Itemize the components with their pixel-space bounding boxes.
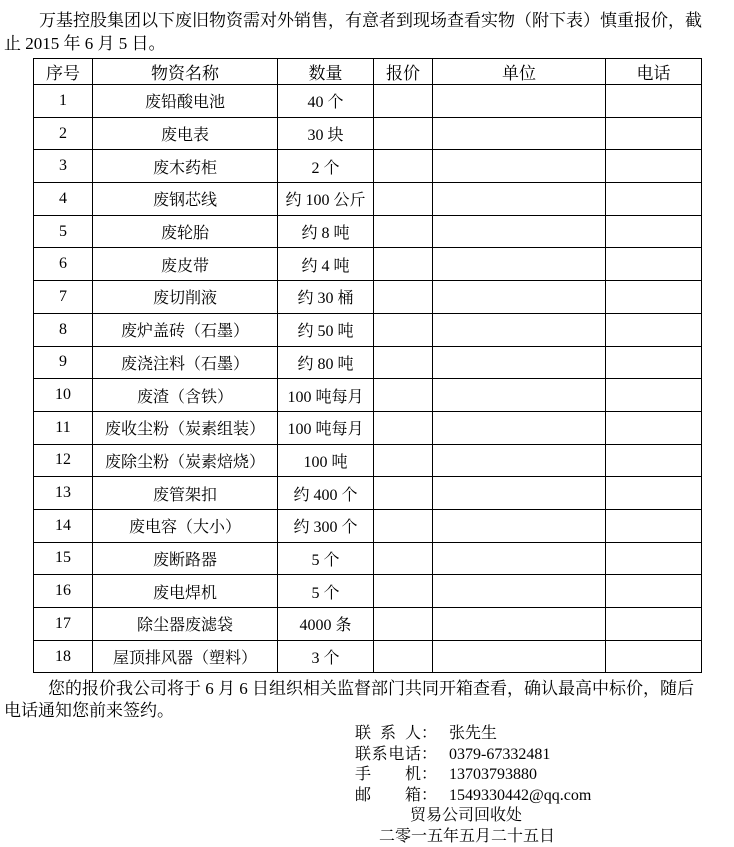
table-row-3: [34, 150, 702, 183]
contact-row-contact-person: [355, 724, 734, 745]
cell-price: [374, 150, 433, 183]
cell-qty: 30 块: [278, 117, 374, 150]
cell-no: 17: [34, 608, 93, 641]
cell-price: [374, 379, 433, 412]
cell-qty: 约 80 吨: [278, 346, 374, 379]
table-row-4: [34, 183, 702, 216]
cell-no: 11: [34, 411, 93, 444]
table-row-17: [34, 608, 702, 641]
column-header-2: 数量: [278, 59, 374, 85]
cell-price: [374, 608, 433, 641]
table-row-12: [34, 444, 702, 477]
cell-unit: [433, 575, 606, 608]
contact-row-contact-phone: [355, 745, 734, 766]
cell-phone: [606, 183, 702, 216]
colon-separator: ：: [421, 766, 438, 784]
table-row-5: [34, 215, 702, 248]
cell-qty: 4000 条: [278, 608, 374, 641]
cell-price: [374, 542, 433, 575]
cell-name: 废电容（大小）: [93, 509, 278, 542]
cell-qty: 100 吨每月: [278, 379, 374, 412]
cell-no: 13: [34, 477, 93, 510]
table-row-9: [34, 346, 702, 379]
cell-qty: 5 个: [278, 575, 374, 608]
cell-no: 9: [34, 346, 93, 379]
table-row-13: [34, 477, 702, 510]
contact-row-email: [355, 786, 734, 807]
colon-separator: ：: [421, 725, 438, 743]
cell-phone: [606, 346, 702, 379]
cell-price: [374, 117, 433, 150]
cell-qty: 3 个: [278, 640, 374, 673]
materials-table: [33, 58, 702, 673]
cell-price: [374, 215, 433, 248]
cell-qty: 约 8 吨: [278, 215, 374, 248]
cell-unit: [433, 640, 606, 673]
cell-unit: [433, 281, 606, 314]
cell-price: [374, 248, 433, 281]
cell-name: 废浇注料（石墨）: [93, 346, 278, 379]
cell-price: [374, 281, 433, 314]
cell-unit: [433, 85, 606, 118]
table-row-16: [34, 575, 702, 608]
closing-paragraph: 您的报价我公司将于 6 月 6 日组织相关监督部门共同开箱查看，确认最高中标价，随后电话通知您前来签约。: [4, 679, 694, 721]
cell-name: 废钢芯线: [93, 183, 278, 216]
cell-price: [374, 575, 433, 608]
cell-unit: [433, 444, 606, 477]
cell-qty: 约 50 吨: [278, 313, 374, 346]
table-header-row: [34, 59, 702, 85]
column-header-4: 单位: [433, 59, 606, 85]
column-header-0: 序号: [34, 59, 93, 85]
cell-no: 6: [34, 248, 93, 281]
cell-price: [374, 640, 433, 673]
cell-no: 8: [34, 313, 93, 346]
table-row-15: [34, 542, 702, 575]
cell-qty: 约 100 公斤: [278, 183, 374, 216]
cell-qty: 约 4 吨: [278, 248, 374, 281]
cell-no: 15: [34, 542, 93, 575]
cell-phone: [606, 85, 702, 118]
cell-name: 废木药柜: [93, 150, 278, 183]
cell-unit: [433, 248, 606, 281]
cell-qty: 约 300 个: [278, 509, 374, 542]
cell-phone: [606, 640, 702, 673]
cell-phone: [606, 608, 702, 641]
cell-name: 屋顶排风器（塑料）: [93, 640, 278, 673]
department-line: 贸易公司回收处: [410, 807, 523, 825]
date-line: 二零一五年五月二十五日: [379, 827, 556, 845]
cell-no: 3: [34, 150, 93, 183]
mobile-label: 手机: [355, 766, 421, 784]
table-row-14: [34, 509, 702, 542]
cell-unit: [433, 183, 606, 216]
cell-qty: 100 吨: [278, 444, 374, 477]
cell-name: 除尘器废滤袋: [93, 608, 278, 641]
cell-qty: 5 个: [278, 542, 374, 575]
cell-phone: [606, 379, 702, 412]
cell-phone: [606, 215, 702, 248]
cell-no: 14: [34, 509, 93, 542]
cell-unit: [433, 150, 606, 183]
contact-block: [355, 724, 734, 847]
cell-no: 12: [34, 444, 93, 477]
cell-phone: [606, 313, 702, 346]
cell-phone: [606, 248, 702, 281]
cell-name: 废皮带: [93, 248, 278, 281]
cell-price: [374, 85, 433, 118]
colon-separator: ：: [421, 786, 438, 804]
colon-separator: ：: [421, 745, 438, 763]
cell-unit: [433, 379, 606, 412]
cell-phone: [606, 411, 702, 444]
table-row-1: [34, 85, 702, 118]
cell-name: 废收尘粉（炭素组装）: [93, 411, 278, 444]
cell-qty: 40 个: [278, 85, 374, 118]
email-label: 邮箱: [355, 786, 421, 804]
cell-name: 废铅酸电池: [93, 85, 278, 118]
cell-unit: [433, 477, 606, 510]
cell-phone: [606, 281, 702, 314]
cell-name: 废断路器: [93, 542, 278, 575]
cell-no: 5: [34, 215, 93, 248]
cell-unit: [433, 346, 606, 379]
cell-qty: 100 吨每月: [278, 411, 374, 444]
cell-no: 1: [34, 85, 93, 118]
cell-no: 2: [34, 117, 93, 150]
cell-phone: [606, 117, 702, 150]
cell-no: 16: [34, 575, 93, 608]
table-row-6: [34, 248, 702, 281]
cell-name: 废电焊机: [93, 575, 278, 608]
cell-phone: [606, 575, 702, 608]
email-value: 1549330442@qq.com: [449, 786, 592, 804]
table-row-18: [34, 640, 702, 673]
table-row-10: [34, 379, 702, 412]
cell-name: 废管架扣: [93, 477, 278, 510]
cell-phone: [606, 509, 702, 542]
column-header-3: 报价: [374, 59, 433, 85]
cell-name: 废电表: [93, 117, 278, 150]
cell-qty: 约 400 个: [278, 477, 374, 510]
cell-price: [374, 477, 433, 510]
cell-unit: [433, 313, 606, 346]
cell-unit: [433, 608, 606, 641]
contact-phone-value: 0379-67332481: [449, 745, 551, 763]
contact-phone-label: 联系电话: [355, 745, 421, 763]
column-header-1: 物资名称: [93, 59, 278, 85]
cell-name: 废轮胎: [93, 215, 278, 248]
cell-qty: 约 30 桶: [278, 281, 374, 314]
table-row-2: [34, 117, 702, 150]
cell-unit: [433, 509, 606, 542]
cell-name: 废切削液: [93, 281, 278, 314]
cell-phone: [606, 477, 702, 510]
cell-price: [374, 411, 433, 444]
cell-qty: 2 个: [278, 150, 374, 183]
cell-price: [374, 444, 433, 477]
cell-price: [374, 313, 433, 346]
cell-unit: [433, 215, 606, 248]
cell-name: 废除尘粉（炭素焙烧）: [93, 444, 278, 477]
cell-no: 4: [34, 183, 93, 216]
column-header-5: 电话: [606, 59, 702, 85]
cell-no: 10: [34, 379, 93, 412]
cell-no: 7: [34, 281, 93, 314]
cell-unit: [433, 117, 606, 150]
intro-paragraph: 万基控股集团以下废旧物资需对外销售，有意者到现场查看实物（附下表）慎重报价，截止 2015 年 6 月 5 日。: [4, 11, 702, 53]
cell-unit: [433, 411, 606, 444]
cell-name: 废渣（含铁）: [93, 379, 278, 412]
cell-price: [374, 346, 433, 379]
cell-phone: [606, 444, 702, 477]
mobile-value: 13703793880: [449, 766, 538, 784]
cell-price: [374, 509, 433, 542]
cell-phone: [606, 150, 702, 183]
table-row-7: [34, 281, 702, 314]
cell-unit: [433, 542, 606, 575]
contact-person-label: 联系人: [355, 725, 421, 743]
table-row-8: [34, 313, 702, 346]
cell-price: [374, 183, 433, 216]
cell-phone: [606, 542, 702, 575]
cell-name: 废炉盖砖（石墨）: [93, 313, 278, 346]
table-row-11: [34, 411, 702, 444]
contact-row-mobile: [355, 765, 734, 786]
contact-person-value: 张先生: [449, 725, 498, 743]
cell-no: 18: [34, 640, 93, 673]
